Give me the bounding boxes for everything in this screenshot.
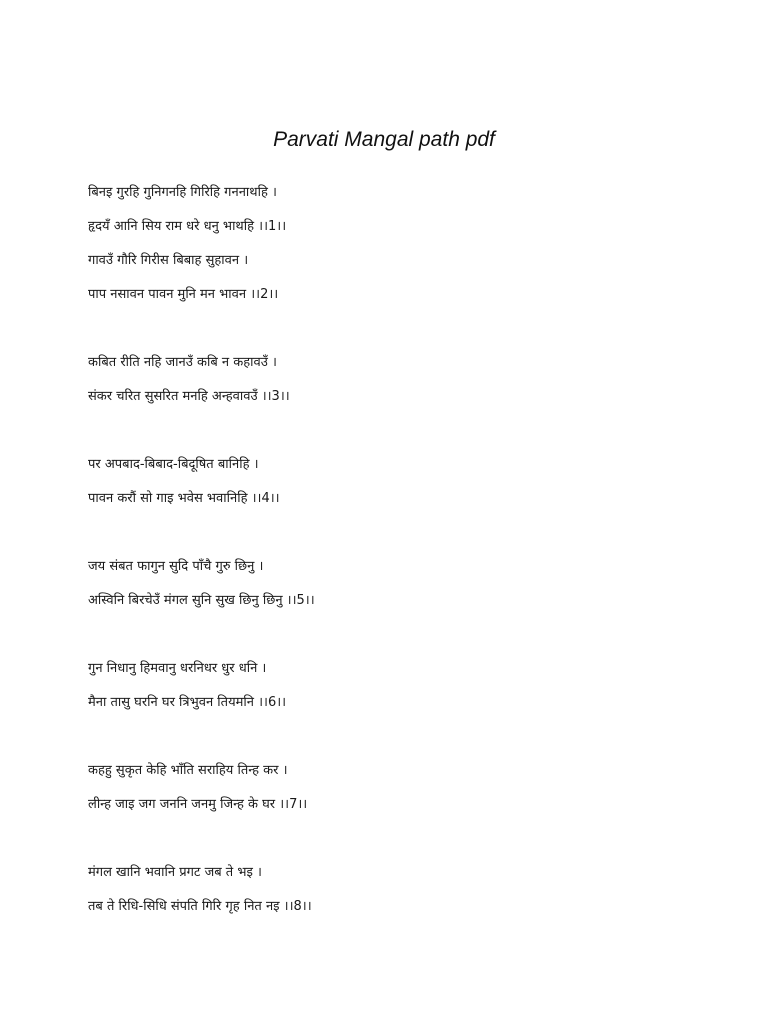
verse-7 [88,758,315,826]
verse-line: पाप नसावन पावन मुनि मन भावन ।।2।। [88,287,279,302]
verse-line: कबित रीति नहि जानउँ कबि न कहावउँ । [88,355,277,370]
verse-line: पावन करौं सो गाइ भवेस भवानिहि ।।4।। [88,491,280,506]
verse-line: मंगल खानि भवानि प्रगट जब ते भइ । [88,865,262,880]
verse-line: तब ते रिधि-सिधि संपति गिरि गृह नित नइ ।।8।। [88,899,312,914]
verse-1 [88,180,315,316]
verse-line: संकर चरित सुसरित मनहि अन्हवावउँ ।।3।। [88,389,290,404]
verse-line: अस्विनि बिरचेउँ मंगल सुनि सुख छिनु छिनु ।।5।। [88,593,315,608]
verse-line: लीन्ह जाइ जग जननि जनमु जिन्ह के घर ।।7।। [88,797,308,812]
verse-5 [88,554,315,622]
verse-line: गुन निधानु हिमवानु धरनिधर धुर धनि । [88,661,267,676]
verse-line: पर अपबाद-बिबाद-बिदूषित बानिहि । [88,457,259,472]
verse-line: कहहु सुकृत केहि भाँति सराहिय तिन्ह कर । [88,763,288,778]
verse-line: गावउँ गौरि गिरीस बिबाह सुहावन । [88,253,249,268]
verse-line: बिनइ गुरहि गुनिगनहि गिरिहि गननाथहि । [88,185,277,200]
verse-4 [88,452,315,520]
verse-6 [88,656,315,724]
verse-line: हृदयँ आनि सिय राम धरे धनु भाथहि ।।1।। [88,219,287,234]
verse-8 [88,860,315,928]
document-title: Parvati Mangal path pdf [273,128,495,152]
verse-line: मैना तासु घरनि घर त्रिभुवन तियमनि ।।6।। [88,695,287,710]
verse-list [88,180,315,962]
verse-line: जय संबत फागुन सुदि पाँचै गुरु छिनु । [88,559,264,574]
verse-3 [88,350,315,418]
